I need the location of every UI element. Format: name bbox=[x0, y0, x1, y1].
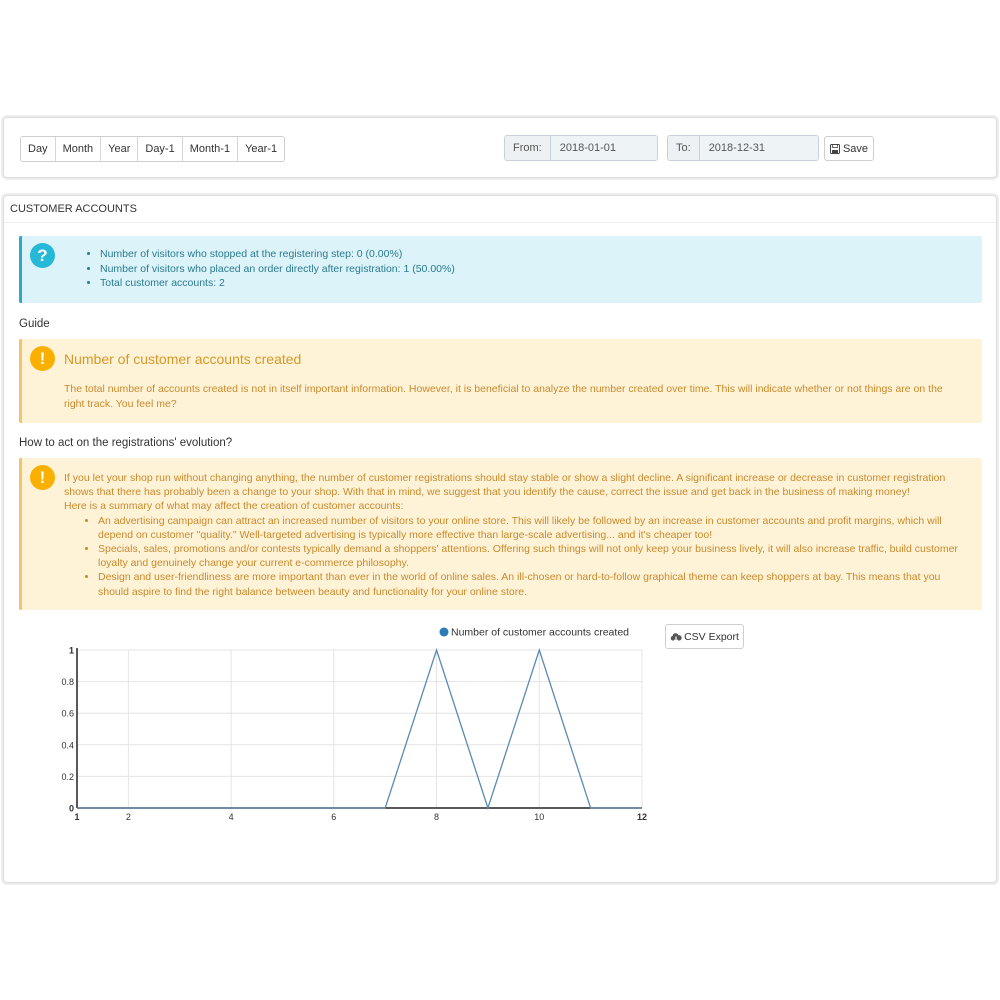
period-day-button[interactable]: Day bbox=[21, 137, 56, 161]
period-year-button[interactable]: Year bbox=[101, 137, 138, 161]
howto-list bbox=[64, 514, 964, 599]
y-tick-label: 0.4 bbox=[61, 740, 74, 751]
save-button[interactable] bbox=[824, 136, 874, 161]
x-tick-label: 12 bbox=[636, 812, 648, 822]
date-range-toolbar bbox=[3, 117, 997, 178]
y-tick-label: 0 bbox=[68, 803, 74, 814]
x-tick-label: 4 bbox=[228, 812, 234, 822]
period-month-button[interactable]: Month bbox=[56, 137, 102, 161]
list-item: • An advertising campaign can attract an increased number of visitors to your online store. This will likely be followed by an increase in customer accounts and profit margins, which will depend on customer "quality." Well-targeted advertising is typically more effective than large-scale advertising... and it's cheaper too! bbox=[98, 514, 964, 542]
list-item: • Number of visitors who placed an order directly after registration: 1 (50.00%) bbox=[100, 262, 455, 277]
save-button-label: Save bbox=[842, 142, 869, 155]
howto-warning-alert bbox=[19, 458, 982, 610]
panel-heading: CUSTOMER ACCOUNTS bbox=[4, 196, 996, 223]
period-year-1-button[interactable]: Year-1 bbox=[238, 137, 284, 161]
list-item: • Total customer accounts: 2 bbox=[100, 276, 455, 291]
list-item: • Specials, sales, promotions and/or contests typically demand a shoppers' attentions. Offering such things will not only keep your business lively, it will also increase traffic, build customer loyalty and genuinely change your current e-commerce philosophy. bbox=[98, 542, 964, 570]
accounts-line-chart bbox=[34, 621, 664, 831]
x-tick-label: 1 bbox=[74, 812, 80, 822]
cloud-download-icon bbox=[670, 632, 682, 642]
x-tick-label: 8 bbox=[434, 812, 440, 822]
exclamation-icon: ! bbox=[30, 465, 55, 490]
guide-label: Guide bbox=[19, 318, 50, 330]
howto-label: How to act on the registrations' evolution? bbox=[19, 437, 233, 449]
to-date-input[interactable] bbox=[700, 136, 819, 160]
floppy-disk-icon bbox=[830, 144, 840, 154]
from-date-group bbox=[504, 135, 658, 161]
howto-text bbox=[64, 471, 964, 599]
x-tick-label: 10 bbox=[534, 812, 545, 822]
list-item: • Number of visitors who stopped at the registering step: 0 (0.00%) bbox=[100, 247, 455, 262]
info-alert bbox=[19, 236, 982, 303]
to-date-group bbox=[667, 135, 819, 161]
customer-accounts-panel bbox=[3, 195, 997, 883]
x-tick-label: 2 bbox=[125, 812, 131, 822]
csv-export-label: CSV Export bbox=[684, 630, 739, 643]
y-tick-label: 0.8 bbox=[61, 677, 74, 688]
info-list bbox=[100, 247, 455, 291]
guide-title: Number of customer accounts created bbox=[64, 351, 302, 367]
period-button-group bbox=[20, 136, 285, 162]
from-label: From: bbox=[505, 136, 551, 160]
from-date-input[interactable] bbox=[551, 136, 658, 160]
x-tick-label: 6 bbox=[331, 812, 337, 822]
question-icon: ? bbox=[30, 243, 55, 268]
howto-intro: If you let your shop run without changing anything, the number of customer registrations should stay stable or show a slight decline. A significant increase or decrease in customer registration shows that there has probably been a change to your shop. With that in mind, we suggest that you identify the cause, correct the issue and get back in the business of making money! bbox=[64, 472, 946, 499]
howto-summary: Here is a summary of what may affect the creation of customer accounts: bbox=[64, 500, 404, 513]
legend-label: Number of customer accounts created bbox=[451, 626, 629, 639]
csv-export-button[interactable] bbox=[665, 624, 744, 649]
y-tick-label: 0.6 bbox=[61, 708, 74, 719]
legend-dot bbox=[440, 628, 449, 637]
series-line bbox=[77, 650, 642, 808]
to-label: To: bbox=[668, 136, 700, 160]
exclamation-icon: ! bbox=[30, 346, 55, 371]
period-month-1-button[interactable]: Month-1 bbox=[183, 137, 238, 161]
guide-text: The total number of accounts created is not in itself important information. However, it is beneficial to analyze the number created over time. This will indicate whether or not things are on the right track. You feel me? bbox=[64, 383, 943, 410]
y-tick-label: 1 bbox=[68, 645, 74, 656]
guide-warning-alert bbox=[19, 339, 982, 423]
list-item: • Design and user-friendliness are more important than ever in the world of online sales. An ill-chosen or hard-to-follow graphical theme can keep shoppers at bay. This means that you should aspire to find the right balance between beauty and functionality for your online store. bbox=[98, 570, 964, 598]
period-day-1-button[interactable]: Day-1 bbox=[138, 137, 182, 161]
y-tick-label: 0.2 bbox=[61, 771, 74, 782]
